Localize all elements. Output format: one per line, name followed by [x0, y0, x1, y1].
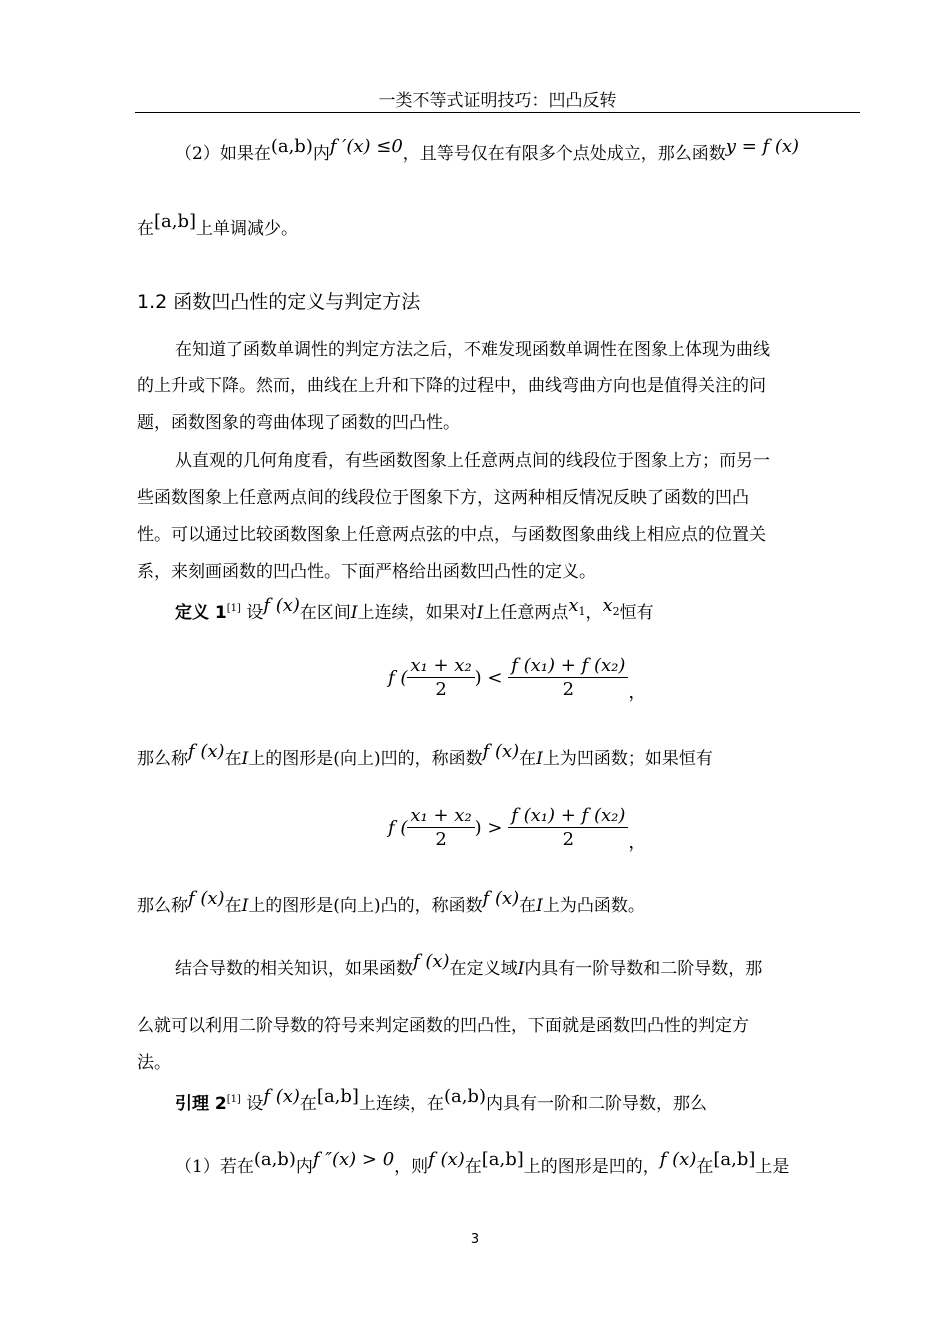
paragraph-line: 在知道了函数单调性的判定方法之后，不难发现函数单调性在图象上体现为曲线: [175, 340, 770, 360]
math-set: I: [536, 896, 543, 916]
text: （2）如果在: [175, 144, 271, 164]
math-subscript: 2: [612, 605, 620, 618]
text: 在: [519, 749, 537, 769]
math-set: I: [476, 603, 484, 623]
running-header: 一类不等式证明技巧：凹凸反转: [135, 90, 860, 113]
text: ，则: [394, 1157, 429, 1177]
text: 上任意两点: [483, 603, 569, 623]
math-function: f (x): [659, 1149, 697, 1170]
formula-part: f (: [388, 667, 408, 689]
definition-label: 定义 1: [175, 603, 227, 623]
math-interval: (a,b): [270, 136, 313, 157]
text: 上的图形是(向上)凸的，称函数: [248, 896, 483, 916]
punctuation: ，: [628, 831, 647, 853]
text: 在: [464, 1157, 482, 1177]
text: 在: [299, 1094, 317, 1114]
formula-convex: [388, 805, 646, 852]
text: 内: [295, 1157, 313, 1177]
math-derivative: f ″(x) > 0: [312, 1149, 395, 1170]
math-interval: (a,b): [443, 1086, 486, 1107]
fraction: [407, 655, 474, 702]
paragraph-line: 些函数图象上任意两点间的线段位于图象下方，这两种相反情况反映了函数的凹凸: [137, 488, 749, 508]
formula-concave: [388, 655, 646, 702]
text: 在区间: [299, 603, 351, 623]
text: 内: [312, 144, 330, 164]
fraction: [508, 655, 628, 702]
numerator: x₁ + x₂: [407, 805, 474, 828]
math-function: f (x): [188, 741, 225, 762]
math-function: f (x): [413, 951, 450, 972]
text-line: [175, 1149, 790, 1178]
punctuation: ，: [628, 681, 647, 703]
text-line: [175, 136, 800, 165]
paragraph-line: 法。: [137, 1053, 171, 1073]
text: 设: [246, 1094, 264, 1114]
text: 在定义域: [449, 959, 518, 979]
math-function: f (x): [263, 595, 300, 616]
text: 上的图形是凹的，: [523, 1157, 660, 1177]
text: 在: [696, 1157, 714, 1177]
text: 恒有: [619, 603, 654, 623]
paragraph-line: 么就可以利用二阶导数的符号来判定函数的凹凸性，下面就是函数凹凸性的判定方: [137, 1016, 749, 1036]
denominator: 2: [562, 829, 575, 850]
text: 上连续，在: [358, 1094, 444, 1114]
text: 那么称: [137, 749, 188, 769]
numerator: f (x₁) + f (x₂): [508, 655, 628, 678]
math-interval: [a,b]: [481, 1149, 524, 1170]
math-set: I: [241, 896, 249, 916]
section-heading: 1.2 函数凹凸性的定义与判定方法: [137, 291, 421, 313]
text: 上为凸函数。: [542, 896, 645, 916]
text: 结合导数的相关知识，如果函数: [175, 959, 413, 979]
text: 在: [519, 896, 537, 916]
denominator: 2: [562, 679, 575, 700]
text-line: [137, 888, 645, 917]
definition-line: [175, 595, 654, 627]
text: 在: [224, 896, 242, 916]
numerator: f (x₁) + f (x₂): [508, 805, 628, 828]
paragraph-line: 从直观的几何角度看，有些函数图象上任意两点间的线段位于图象上方；而另一: [175, 451, 770, 471]
text: 在: [137, 219, 154, 239]
text: 上是: [755, 1157, 790, 1177]
math-function: f (x): [263, 1086, 300, 1107]
text: 上的图形是(向上)凹的，称函数: [248, 749, 483, 769]
math-var: x: [568, 595, 579, 616]
math-function: f (x): [482, 741, 520, 762]
relation: ) >: [474, 817, 503, 839]
math-derivative: f ′(x) ≤0: [329, 136, 403, 157]
fraction: [407, 805, 474, 852]
text-line: [137, 741, 713, 770]
text: 内具有一阶导数和二阶导数，那: [524, 959, 763, 979]
text: 上为凹函数；如果恒有: [542, 749, 713, 769]
paragraph-line: 题，函数图象的弯曲体现了函数的凹凸性。: [137, 413, 460, 433]
citation: [1]: [226, 1094, 241, 1105]
math-set: I: [241, 749, 249, 769]
paragraph-line: 系，来刻画函数的凹凸性。下面严格给出函数凹凸性的定义。: [137, 562, 596, 582]
denominator: 2: [435, 679, 447, 700]
paragraph-line: 性。可以通过比较函数图象上任意两点弦的中点，与函数图象曲线上相应点的位置关: [137, 525, 766, 545]
math-set: I: [350, 603, 358, 623]
text: 那么称: [137, 896, 188, 916]
lemma-label: 引理 2: [175, 1094, 227, 1114]
denominator: 2: [435, 829, 447, 850]
math-set: I: [517, 959, 525, 979]
text: （1）若在: [175, 1157, 254, 1177]
math-interval: [a,b]: [316, 1086, 359, 1107]
text-line: [137, 211, 299, 240]
math-set: I: [536, 749, 543, 769]
page-number: 3: [470, 1232, 480, 1247]
text-line: [175, 951, 763, 980]
math-function: f (x): [482, 888, 520, 909]
math-subscript: 1: [578, 605, 586, 618]
math-interval: [a,b]: [154, 211, 197, 232]
formula-part: f (: [388, 817, 408, 839]
math-function: y = f (x): [725, 136, 800, 157]
math-function: f (x): [188, 888, 225, 909]
fraction: [508, 805, 628, 852]
math-var: x: [602, 595, 613, 616]
paragraph-line: 的上升或下降。然而，曲线在上升和下降的过程中，曲线弯曲方向也是值得关注的问: [137, 376, 766, 396]
text: ，: [585, 603, 603, 623]
numerator: x₁ + x₂: [407, 655, 474, 678]
text: 内具有一阶和二阶导数，那么: [485, 1094, 707, 1114]
text: 设: [246, 603, 264, 623]
math-interval: (a,b): [253, 1149, 296, 1170]
text: 在: [224, 749, 242, 769]
math-interval: [a,b]: [713, 1149, 756, 1170]
lemma-line: [175, 1086, 707, 1118]
relation: ) <: [474, 667, 503, 689]
text: ，且等号仅在有限多个点处成立，那么函数: [402, 144, 726, 164]
citation: [1]: [226, 603, 241, 614]
text: 上连续，如果对: [357, 603, 477, 623]
text: 上单调减少。: [196, 219, 299, 239]
math-function: f (x): [428, 1149, 465, 1170]
